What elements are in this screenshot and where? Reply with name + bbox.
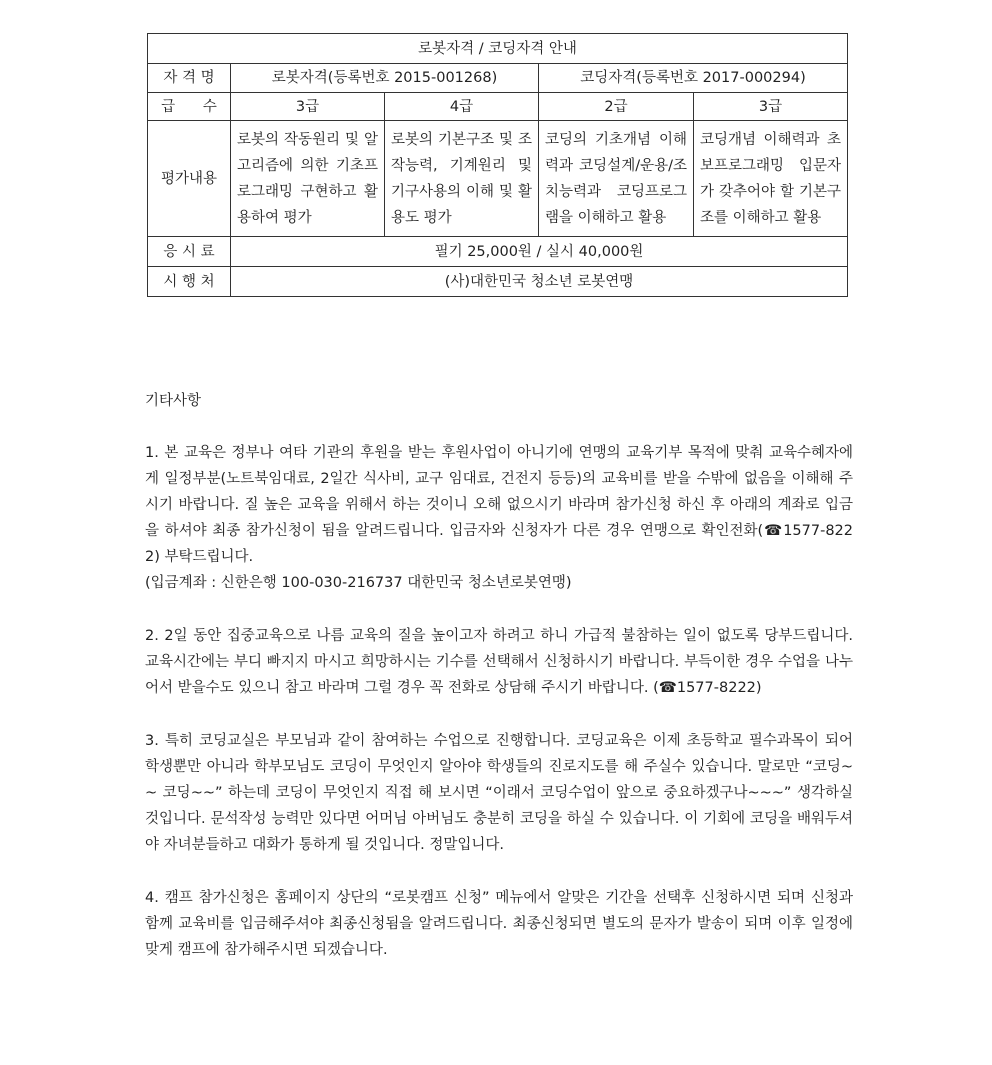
grade-robot-2: 4급 bbox=[385, 93, 539, 121]
table-row-name bbox=[148, 64, 848, 93]
label-evaluation: 평가내용 bbox=[148, 121, 231, 237]
notes-heading: 기타사항 bbox=[145, 393, 202, 409]
label-organizer: 시 행 처 bbox=[148, 267, 231, 297]
note-item-2: 2. 2일 동안 집중교육으로 나름 교육의 질을 높이고자 하려고 하니 가급적 불참하는 일이 없도록 당부드립니다. 교육시간에는 부디 빠지지 마시고 희망하시는 기수를 선택해서 신청하시기 바랍니다. 부득이한 경우 수업을 나누어서 받을수도 있으니 참고 바라며 그럴 경우 꼭 전화로 상담해 주시기 바랍니다. (☎1577-8222) bbox=[145, 628, 853, 696]
grade-coding-2: 3급 bbox=[694, 93, 848, 121]
note-item-3: 3. 특히 코딩교실은 부모님과 같이 참여하는 수업으로 진행합니다. 코딩교육은 이제 초등학교 필수과목이 되어 학생뿐만 아니라 학부모님도 코딩이 무엇인지 알아야 학생들의 진로지도를 해 주실수 있습니다. 말로만 “코딩~~ 코딩~~” 하는데 코딩이 무엇인지 직접 해 보시면 “이래서 코딩수업이 앞으로 중요하겠구나~~~” 생각하실 것입니다. 문석작성 능력만 있다면 어머님 아버님도 충분히 코딩을 하실 수 있습니다. 이 기회에 코딩을 배워두셔야 자녀분들하고 대화가 통하게 될 것입니다. 정말입니다. bbox=[145, 733, 853, 853]
grade-robot-1: 3급 bbox=[231, 93, 385, 121]
evaluation-robot-1: 로봇의 작동원리 및 알고리즘에 의한 기초프로그래밍 구현하고 활용하여 평가 bbox=[231, 121, 385, 237]
table-row-grade bbox=[148, 93, 848, 121]
evaluation-robot-2: 로봇의 기본구조 및 조작능력, 기계원리 및 기구사용의 이해 및 활용도 평가 bbox=[385, 121, 539, 237]
note-item-1-text: 1. 본 교육은 정부나 여타 기관의 후원을 받는 후원사업이 아니기에 연맹의 교육기부 목적에 맞춰 교육수혜자에게 일정부분(노트북임대료, 2일간 식사비, 교구 임대료, 건전지 등등)의 교육비를 받을 수밖에 없음을 이해해 주시기 바랍니다. 질 높은 교육을 위해서 하는 것이니 오해 없으시기 바라며 참가신청 하신 후 아래의 계좌로 입금을 하셔야 최종 참가신청이 됨을 알려드립니다. 입금자와 신청자가 다른 경우 연맹으로 확인전화(☎1577-8222) 부탁드립니다. bbox=[145, 445, 853, 565]
label-fee: 응 시 료 bbox=[148, 237, 231, 267]
table-title-row bbox=[148, 34, 848, 64]
table-row-evaluation bbox=[148, 121, 848, 237]
bank-account-info: (입금계좌 : 신한은행 100-030-216737 대한민국 청소년로봇연맹) bbox=[145, 575, 572, 591]
table-title bbox=[148, 34, 848, 64]
grade-coding-1: 2급 bbox=[539, 93, 694, 121]
table-title-text: 로봇자격 / 코딩자격 안내 bbox=[418, 40, 577, 57]
organizer-value: (사)대한민국 청소년 로봇연맹 bbox=[231, 267, 848, 297]
robot-certification-name: 로봇자격(등록번호 2015-001268) bbox=[231, 64, 539, 93]
label-certification-name: 자 격 명 bbox=[148, 64, 231, 93]
notes-section bbox=[145, 388, 853, 990]
exam-fee-value: 필기 25,000원 / 실시 40,000원 bbox=[231, 237, 848, 267]
table-row-fee bbox=[148, 237, 848, 267]
note-item-1 bbox=[145, 440, 853, 596]
certification-info-table bbox=[147, 33, 848, 297]
evaluation-coding-1: 코딩의 기초개념 이해력과 코딩설계/운용/조치능력과 코딩프로그램을 이해하고 활용 bbox=[539, 121, 694, 237]
evaluation-coding-2: 코딩개념 이해력과 초보프로그래밍 입문자가 갖추어야 할 기본구조를 이해하고 활용 bbox=[694, 121, 848, 237]
coding-certification-name: 코딩자격(등록번호 2017-000294) bbox=[539, 64, 848, 93]
table-row-organizer bbox=[148, 267, 848, 297]
label-grade: 급 수 bbox=[148, 93, 231, 121]
note-item-4: 4. 캠프 참가신청은 홈페이지 상단의 “로봇캠프 신청” 메뉴에서 알맞은 기간을 선택후 신청하시면 되며 신청과 함께 교육비를 입금해주셔야 최종신청됨을 알려드립니다. 최종신청되면 별도의 문자가 발송이 되며 이후 일정에 맞게 캠프에 참가해주시면 되겠습니다. bbox=[145, 890, 853, 958]
